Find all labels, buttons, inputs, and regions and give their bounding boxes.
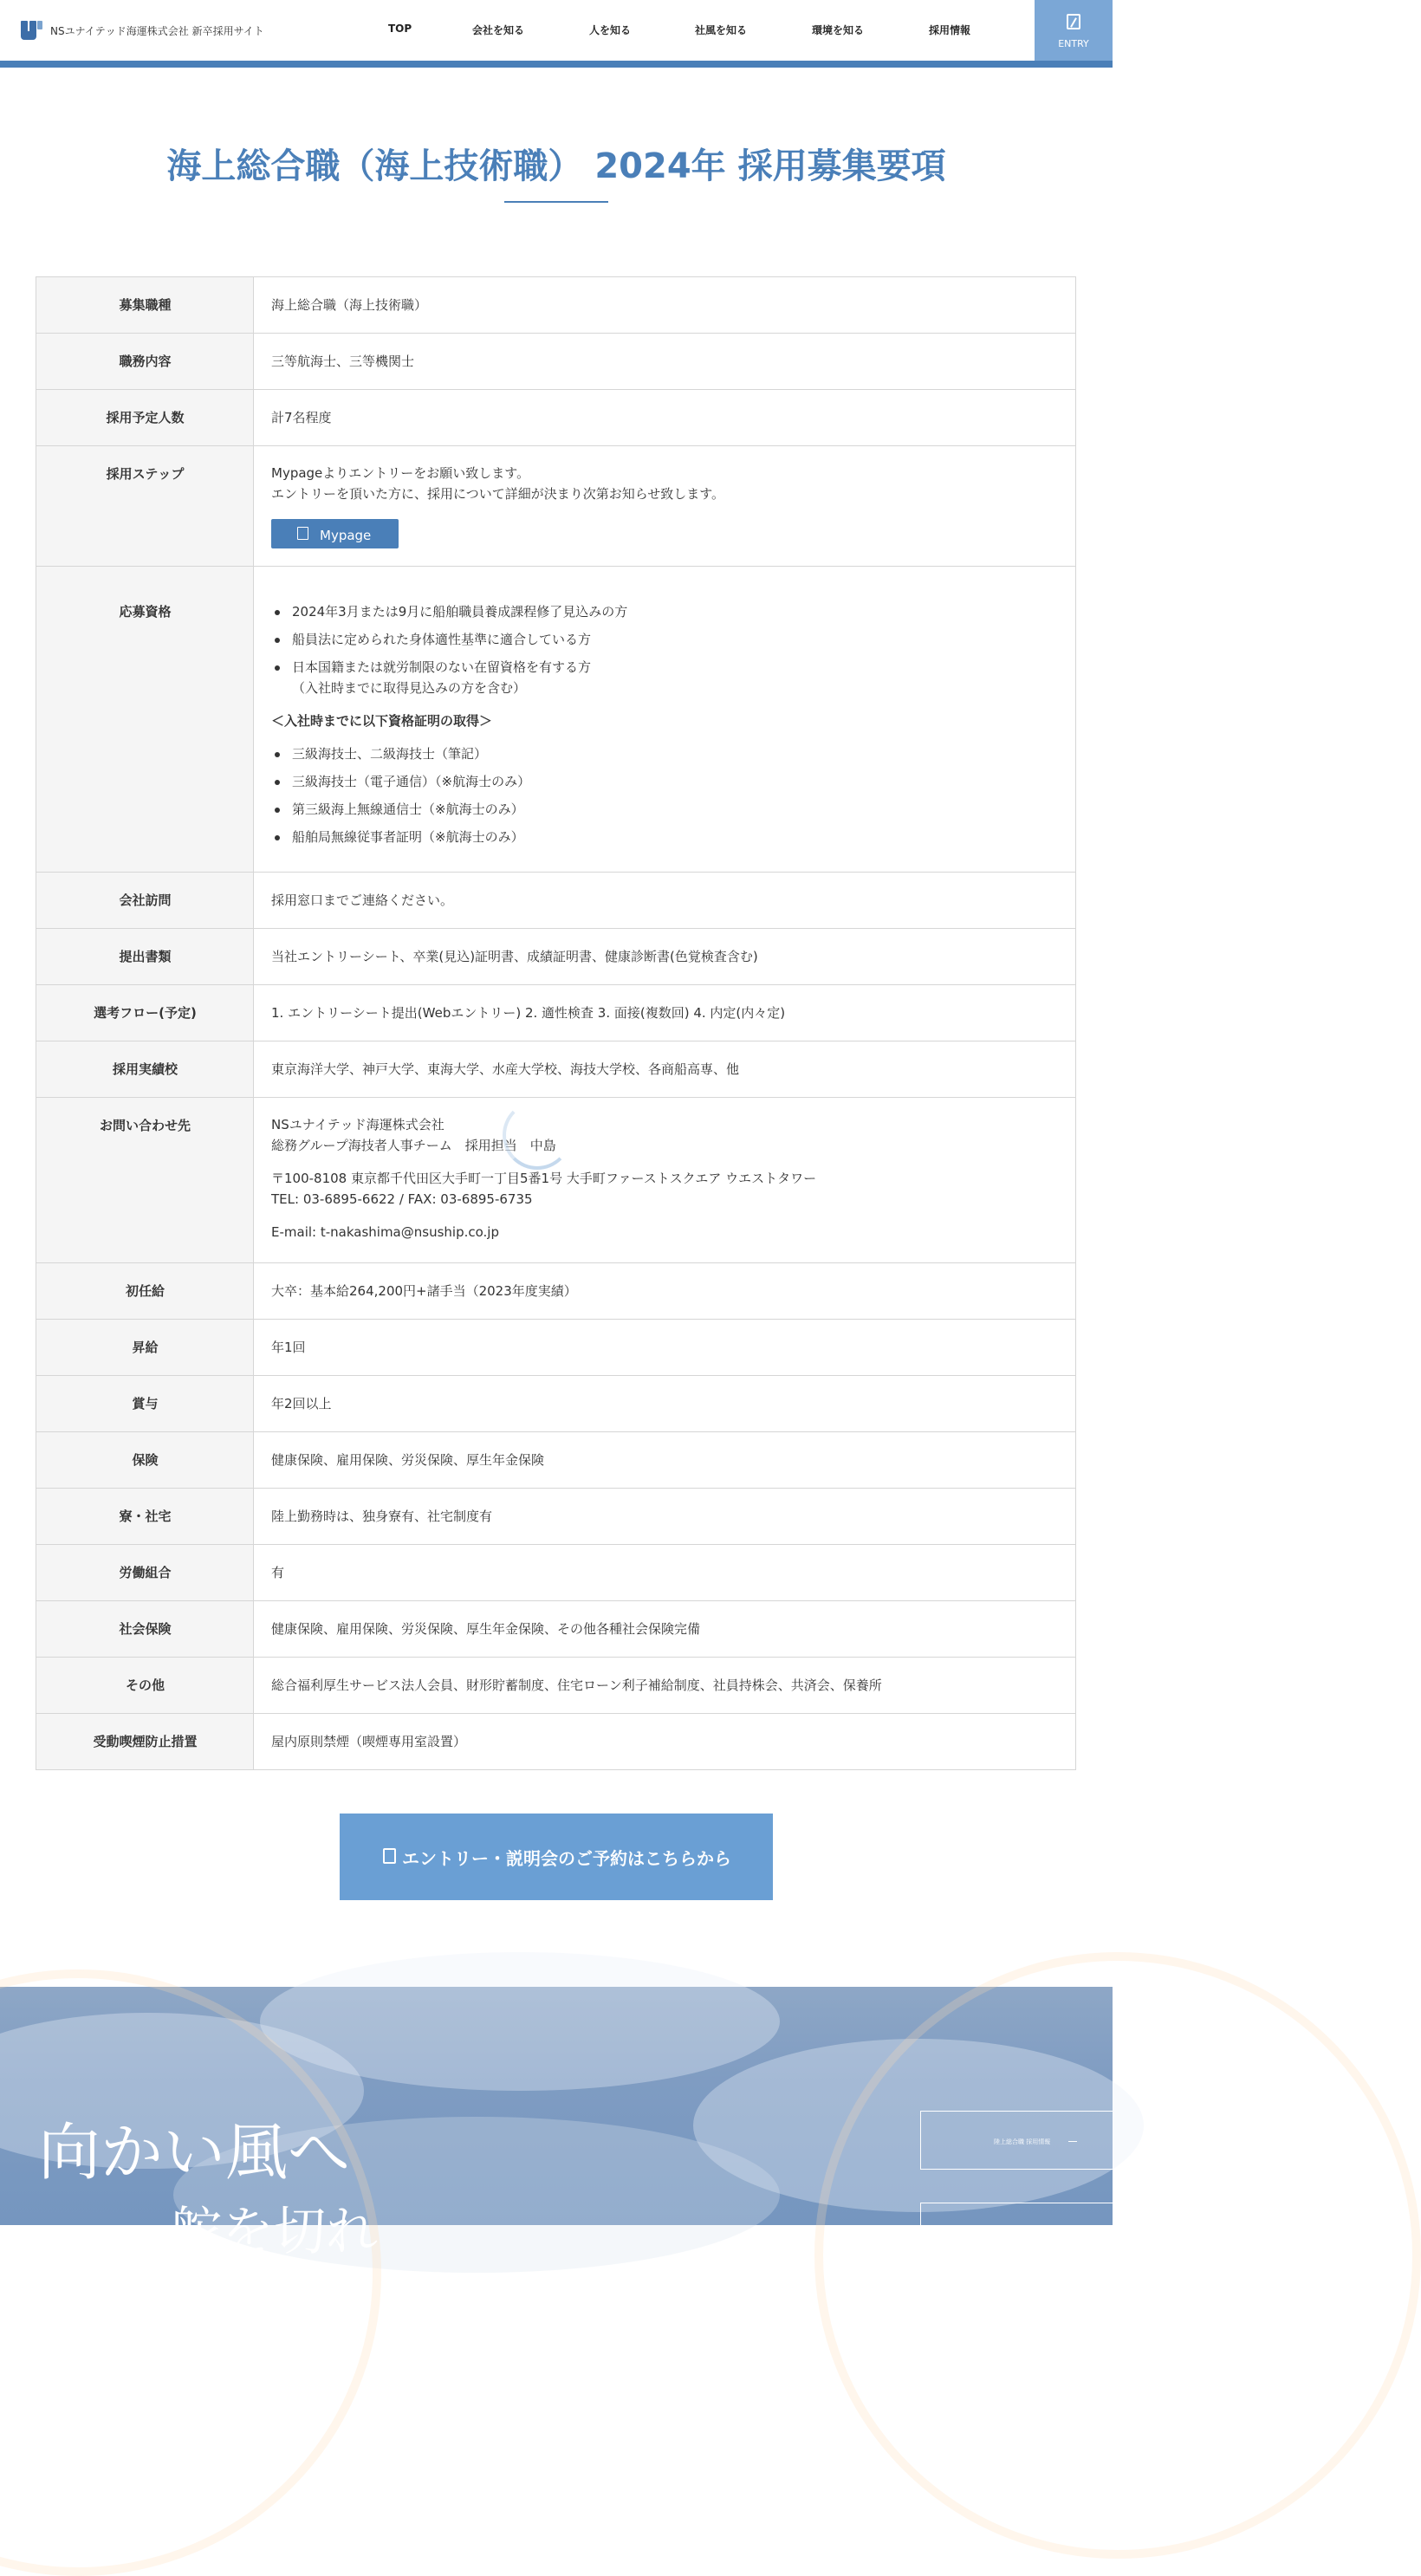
license-list <box>271 743 1058 847</box>
row-label: 昇給 <box>132 1340 159 1355</box>
row-value: 屋内原則禁煙（喫煙専用室設置） <box>271 1734 467 1749</box>
row-label: 提出書類 <box>119 949 172 964</box>
row-value: 東京海洋大学、神戸大学、東海大学、水産大学校、海技大学校、各商船高専、他 <box>271 1061 740 1077</box>
table-row <box>36 1376 1076 1432</box>
qualification-subhead: ＜入社時までに以下資格証明の取得＞ <box>271 713 493 729</box>
row-label: 寮・社宅 <box>119 1509 172 1524</box>
table-row <box>36 1320 1076 1376</box>
table-row <box>36 1658 1076 1714</box>
row-value: 採用窓口までご連絡ください。 <box>271 892 454 908</box>
logo-mark-icon <box>21 19 43 42</box>
mypage-button[interactable]: Mypage <box>271 519 399 548</box>
row-value: 総合福利厚生サービス法人会員、財形貯蓄制度、住宅ローン利子補給制度、社員持株会、共済会、保養所 <box>271 1677 882 1693</box>
nav-company[interactable]: 会社を知る <box>472 24 525 36</box>
row-label: 労働組合 <box>119 1565 172 1580</box>
entry-cta-button[interactable]: エントリー・説明会のご予約はこちらから <box>340 1814 773 1900</box>
table-row <box>36 567 1076 873</box>
table-row <box>36 985 1076 1041</box>
hero-heading-line1: 向かい風へ <box>38 2116 351 2189</box>
hero-secondary-link[interactable] <box>920 2203 1113 2237</box>
hero-heading-line2: 舵を切れ <box>170 2202 378 2262</box>
table-row <box>36 1041 1076 1098</box>
row-value: 海上総合職（海上技術職） <box>271 297 428 313</box>
row-label: お問い合わせ先 <box>99 1118 191 1133</box>
edit-icon <box>383 1848 396 1864</box>
edit-icon <box>297 527 308 540</box>
table-row <box>36 1545 1076 1601</box>
table-row <box>36 390 1076 446</box>
list-item-note: （入社時までに取得見込みの方を含む） <box>292 680 527 696</box>
row-label: 初任給 <box>125 1283 165 1299</box>
row-label: 受動喫煙防止措置 <box>93 1734 198 1749</box>
row-value: 大卒：基本給264,200円+諸手当（2023年度実績） <box>271 1283 577 1299</box>
table-row <box>36 1714 1076 1770</box>
contact-email[interactable]: E-mail: t-nakashima@nsuship.co.jp <box>271 1224 499 1240</box>
contact-phone: TEL: 03-6895-6622 / FAX: 03-6895-6735 <box>271 1191 533 1207</box>
row-value: 健康保険、雇用保険、労災保険、厚生年金保険 <box>271 1452 545 1468</box>
row-value: 計7名程度 <box>271 410 332 425</box>
row-label: 会社訪問 <box>119 892 172 908</box>
table-row <box>36 873 1076 929</box>
row-value: 当社エントリーシート、卒業(見込)証明書、成績証明書、健康診断書(色覚検査含む) <box>271 949 758 964</box>
row-label: 採用ステップ <box>106 466 185 482</box>
arrow-dash-icon <box>1068 2141 1077 2142</box>
site-header <box>0 0 1113 61</box>
row-label: 職務内容 <box>119 354 172 369</box>
list-item: 2024年3月または9月に船舶職員養成課程修了見込みの方 <box>271 601 1058 622</box>
row-label: 応募資格 <box>119 604 172 620</box>
company-name: NSユナイテッド海運株式会社 <box>271 1117 444 1132</box>
table-row <box>36 276 1076 334</box>
row-label: 賞与 <box>132 1396 159 1411</box>
contact-address: 〒100-8108 東京都千代田区大手町一丁目5番1号 大手町ファーストスクエア ウエストタワー <box>271 1171 817 1186</box>
row-value: 年1回 <box>271 1340 306 1355</box>
qualification-list <box>271 601 1058 678</box>
nav-top[interactable]: TOP <box>388 23 412 35</box>
row-label: 採用予定人数 <box>106 410 185 425</box>
list-item: 第三級海上無線通信士（※航海士のみ） <box>271 799 1058 820</box>
table-row <box>36 1263 1076 1320</box>
list-item: 三級海技士、二級海技士（筆記） <box>271 743 1058 764</box>
table-row <box>36 446 1076 567</box>
nav-people[interactable]: 人を知る <box>589 24 632 36</box>
table-row <box>36 1489 1076 1545</box>
page-title: 海上総合職（海上技術職） 2024年 採用募集要項 <box>166 146 946 186</box>
list-item: 船員法に定められた身体適性基準に適合している方 <box>271 629 1058 650</box>
row-label: 保険 <box>132 1452 159 1468</box>
row-label: 選考フロー(予定) <box>94 1005 197 1021</box>
row-value: 年2回以上 <box>271 1396 332 1411</box>
list-item: 日本国籍または就労制限のない在留資格を有する方 <box>271 657 1058 678</box>
row-label: 社会保険 <box>119 1621 172 1637</box>
row-label: その他 <box>125 1677 165 1693</box>
nav-environment[interactable]: 環境を知る <box>812 24 865 36</box>
land-career-link[interactable]: 陸上総合職 採用情報 <box>920 2111 1113 2170</box>
table-row <box>36 334 1076 390</box>
list-item: 船舶局無線従事者証明（※航海士のみ） <box>271 827 1058 847</box>
row-value: 陸上勤務時は、独身寮有、社宅制度有 <box>271 1509 493 1524</box>
table-row <box>36 1601 1076 1658</box>
row-label: 募集職種 <box>119 297 172 313</box>
nav-recruit[interactable]: 採用情報 <box>929 24 971 36</box>
row-value: 有 <box>271 1565 285 1580</box>
contact-team: 総務グループ海技者人事チーム 採用担当 中島 <box>271 1138 556 1153</box>
table-row <box>36 1432 1076 1489</box>
site-name: NSユナイテッド海運株式会社 新卒採用サイト <box>50 24 264 37</box>
row-value: 三等航海士、三等機関士 <box>271 354 415 369</box>
loading-spinner-icon <box>503 1100 572 1170</box>
entry-button[interactable]: ENTRY <box>1035 0 1113 61</box>
list-item: 三級海技士（電子通信）（※航海士のみ） <box>271 771 1058 792</box>
row-text-line: Mypageよりエントリーをお願い致します。 <box>271 465 530 481</box>
header-accent-bar <box>0 61 1113 68</box>
entry-edit-icon <box>1067 14 1080 29</box>
title-underline <box>504 201 608 203</box>
row-label: 採用実績校 <box>112 1061 178 1077</box>
row-value: 健康保険、雇用保険、労災保険、厚生年金保険、その他各種社会保険完備 <box>271 1621 701 1637</box>
row-text-line: エントリーを頂いた方に、採用について詳細が決まり次第お知らせ致します。 <box>271 486 725 502</box>
table-row <box>36 929 1076 985</box>
nav-culture[interactable]: 社風を知る <box>695 24 748 36</box>
site-logo[interactable] <box>21 19 264 42</box>
row-value: 1. エントリーシート提出(Webエントリー) 2. 適性検査 3. 面接(複数回) 4. 内定(内々定) <box>271 1005 786 1021</box>
